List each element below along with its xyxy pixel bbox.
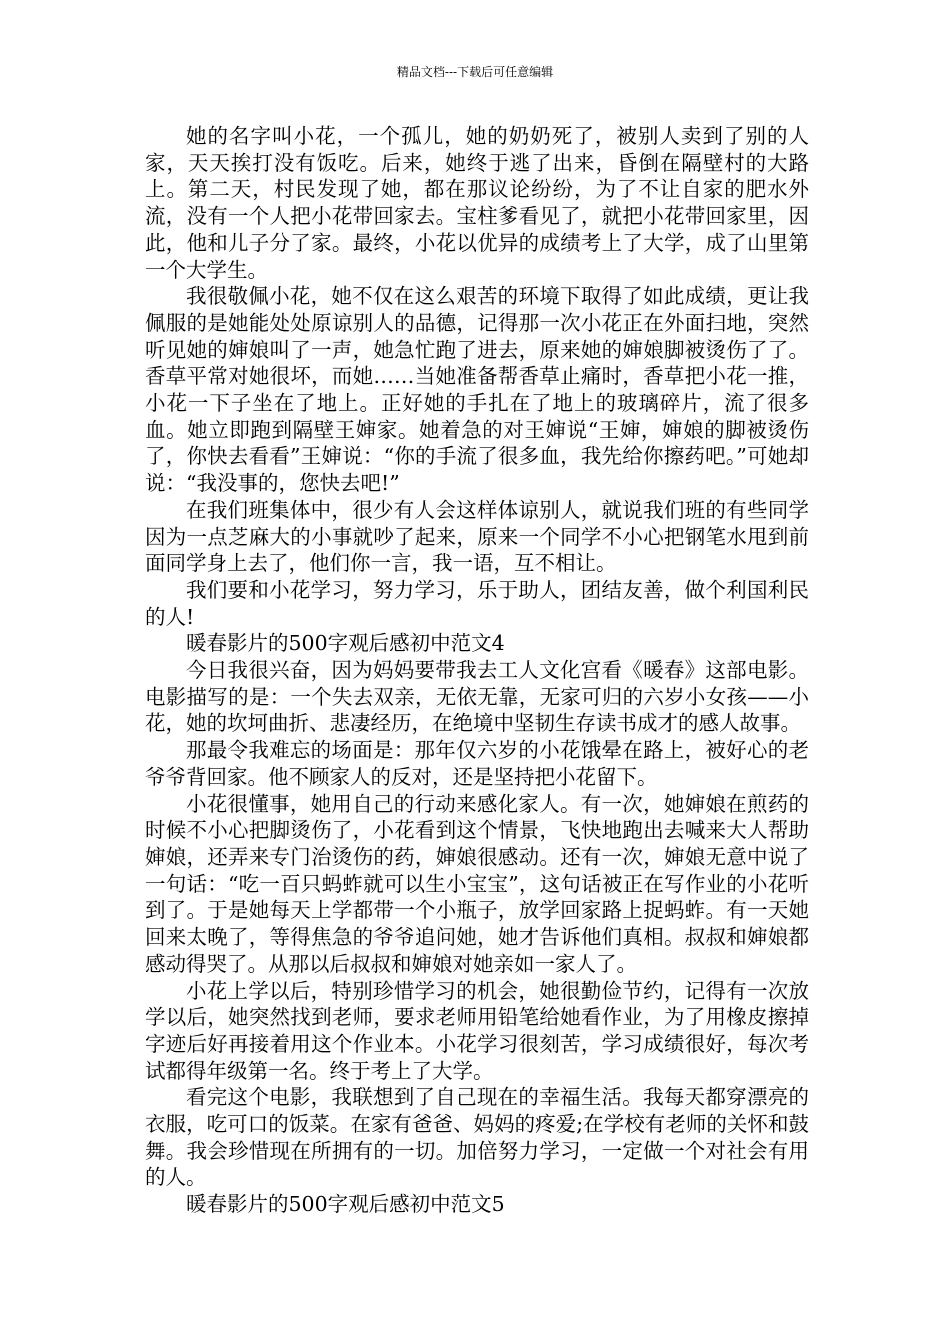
paragraph: 那最令我难忘的场面是：那年仅六岁的小花饿晕在路上，被好心的老爷爷背回家。他不顾家人的反对，还是坚持把小花留下。 [145, 738, 809, 789]
paragraph: 我很敬佩小花，她不仅在这么艰苦的环境下取得了如此成绩，更让我佩服的是她能处处原谅别人的品德，记得那一次小花正在外面扫地，突然听见她的婶娘叫了一声，她急忙跑了进去，原来她的婶娘脚被烫伤了了。香草平常对她很坏，而她……当她准备帮香草止痛时，香草把小花一推，小花一下子坐在了地上。正好她的手扎在了地上的玻璃碎片，流了很多血。她立即跑到隔壁王婶家。她着急的对王婶说“王婶，婶娘的脚被烫伤了，你快去看看”王婶说：“你的手流了很多血，我先给你擦药吧。”可她却说：“我没事的，您快去吧!” [145, 284, 809, 496]
paragraph: 她的名字叫小花，一个孤儿，她的奶奶死了，被别人卖到了别的人家，天天挨打没有饭吃。后来，她终于逃了出来，昏倒在隔壁村的大路上。第二天，村民发现了她，都在那议论纷纷，为了不让自家的肥水外流，没有一个人把小花带回家去。宝柱爹看见了，就把小花带回家里，因此，他和儿子分了家。最终，小花以优异的成绩考上了大学，成了山里第一个大学生。 [145, 124, 809, 282]
paragraph: 今日我很兴奋，因为妈妈要带我去工人文化宫看《暖春》这部电影。电影描写的是：一个失去双亲，无依无靠，无家可归的六岁小女孩——小花，她的坎坷曲折、悲凄经历，在绝境中坚韧生存读书成才的感人故事。 [145, 658, 809, 736]
paragraph: 小花上学以后，特别珍惜学习的机会，她很勤俭节约，记得有一次放学以后，她突然找到老师，要求老师用铅笔给她看作业，为了用橡皮擦掉字迹后好再接着用这个作业本。小花学习很刻苦，学习成绩很好，每次考试都得年级第一名。终于考上了大学。 [145, 978, 809, 1083]
document-body [145, 123, 809, 1218]
paragraph: 在我们班集体中，很少有人会这样体谅别人，就说我们班的有些同学因为一点芝麻大的小事就吵了起来，原来一个同学不小心把钢笔水甩到前面同学身上去了，他们你一言，我一语，互不相让。 [145, 497, 809, 576]
section-heading: 暖春影片的500字观后感初中范文5 [186, 1192, 505, 1217]
section-heading: 暖春影片的500字观后感初中范文4 [186, 631, 505, 656]
page-header: 精品文档---下载后可任意编辑 [396, 65, 554, 79]
paragraph: 看完这个电影，我联想到了自己现在的幸福生活。我每天都穿漂亮的衣服，吃可口的饭菜。在家有爸爸、妈妈的疼爱;在学校有老师的关怀和鼓舞。我会珍惜现在所拥有的一切。加倍努力学习，一定做一个对社会有用的人。 [145, 1085, 809, 1190]
paragraph: 小花很懂事，她用自己的行动来感化家人。有一次，她婶娘在煎药的时候不小心把脚烫伤了，小花看到这个情景，飞快地跑出去喊来大人帮助婶娘，还弄来专门治烫伤的药，婶娘很感动。还有一次，婶娘无意中说了一句话：“吃一百只蚂蚱就可以生小宝宝”，这句话被正在写作业的小花听到了。于是她每天上学都带一个小瓶子，放学回家路上捉蚂蚱。有一天她回来太晚了，等得焦急的爷爷追问她，她才告诉他们真相。叔叔和婶娘都感动得哭了。从那以后叔叔和婶娘对她亲如一家人了。 [145, 791, 809, 976]
paragraph: 我们要和小花学习，努力学习，乐于助人，团结友善，做个利国利民的人! [145, 577, 809, 629]
